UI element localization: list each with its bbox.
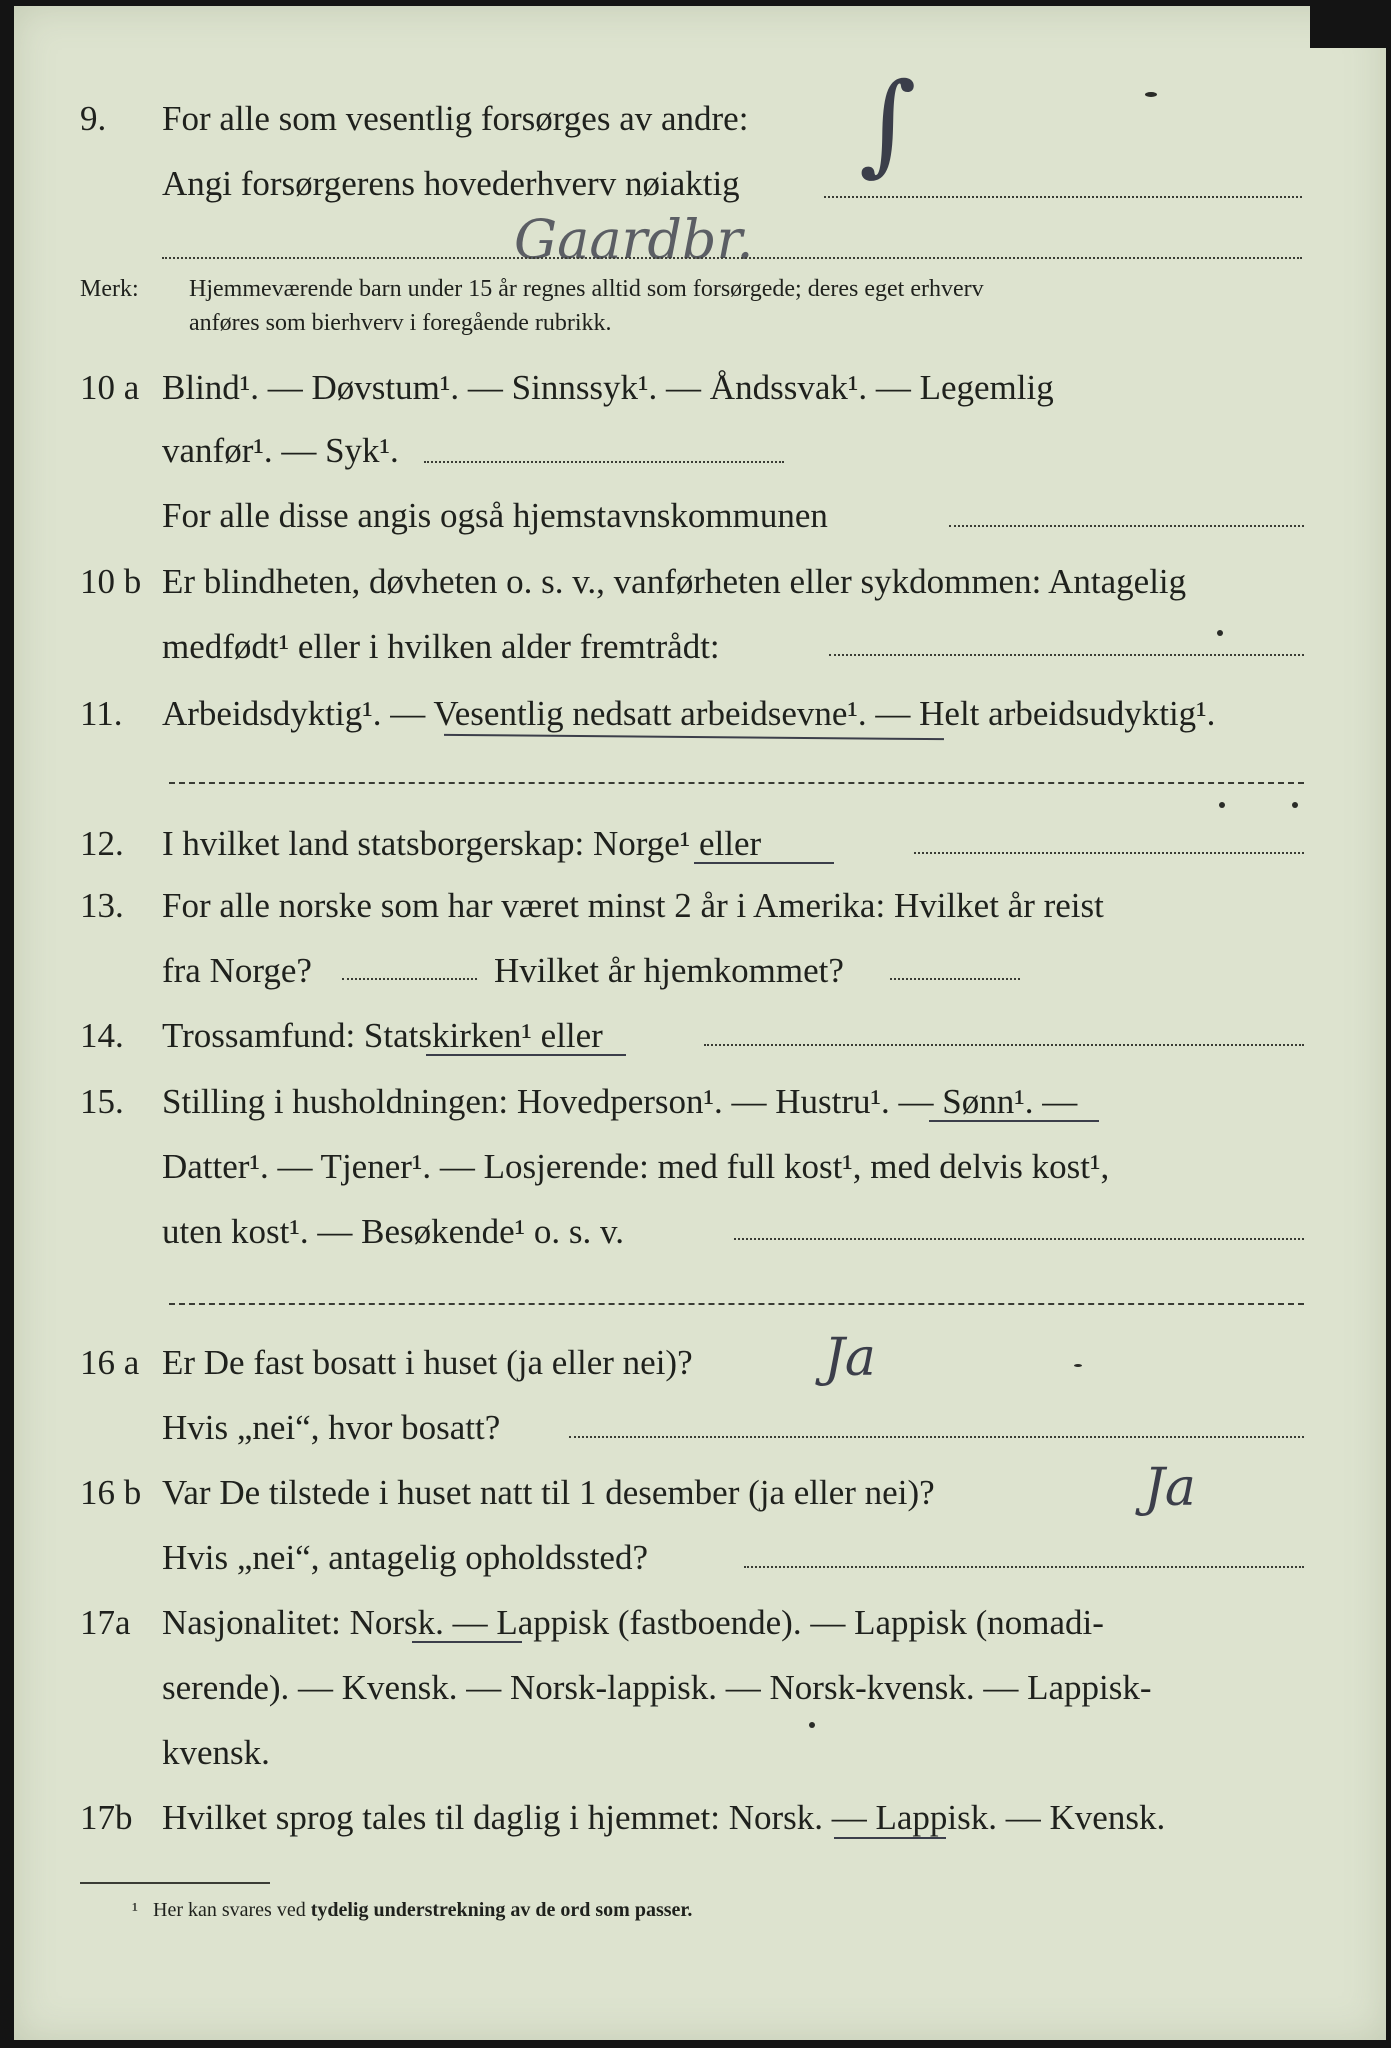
q15-fill-line[interactable] xyxy=(734,1238,1304,1240)
q10a-line-1: Blind¹. — Døvstum¹. — Sinnssyk¹. — Åndssvak¹. — Legemlig xyxy=(162,368,1054,407)
ink-speck xyxy=(809,1722,815,1728)
q13-number: 13. xyxy=(80,886,124,925)
ink-speck xyxy=(1217,630,1223,636)
q11-fill-line[interactable] xyxy=(169,782,1304,784)
merk-label: Merk: xyxy=(80,276,139,302)
q17a-line-3: kvensk. xyxy=(162,1733,270,1772)
q11-handwritten-underline xyxy=(444,734,944,740)
q14-fill-line[interactable] xyxy=(704,1044,1304,1046)
q10b-fill-line[interactable] xyxy=(829,654,1304,656)
q10b-line-1: Er blindheten, døvheten o. s. v., vanførheten eller sykdommen: Antagelig xyxy=(162,562,1187,601)
q10a-fill-line[interactable] xyxy=(424,461,784,463)
q17a-line-1: Nasjonalitet: Norsk. — Lappisk (fastboende). — Lappisk (nomadi- xyxy=(162,1603,1104,1642)
page-corner-notch xyxy=(1310,6,1391,48)
q14-number: 14. xyxy=(80,1016,124,1055)
ink-speck xyxy=(1074,1364,1082,1367)
q13-fill-line-2[interactable] xyxy=(890,978,1020,980)
q9-answer-fill-line[interactable] xyxy=(824,196,1302,198)
q13-line-2a: fra Norge? xyxy=(162,951,312,990)
q12-handwritten-underline xyxy=(694,862,834,864)
q16b-number: 16 b xyxy=(80,1473,142,1512)
q16b-fill-line[interactable] xyxy=(744,1566,1304,1568)
q11-line-1: Arbeidsdyktig¹. — Vesentlig nedsatt arbeidsevne¹. — Helt arbeidsudyktig¹. xyxy=(162,694,1216,733)
footnote-text: Her kan svares ved xyxy=(153,1899,306,1921)
q16a-handwritten-answer: Ja xyxy=(824,1328,876,1388)
q9-handwritten-mark: ∫ xyxy=(859,59,917,187)
q14-line-1: Trossamfund: Statskirken¹ eller xyxy=(162,1016,603,1055)
q10a-hjemstavn-fill-line[interactable] xyxy=(949,525,1304,527)
footnote xyxy=(132,1898,692,1922)
q11-number: 11. xyxy=(80,694,123,733)
q9-line-1: For alle som vesentlig forsørges av andre: xyxy=(162,99,749,138)
q16b-handwritten-answer: Ja xyxy=(1144,1458,1196,1518)
q16b-line-2: Hvis „nei“, antagelig opholdssted? xyxy=(162,1538,648,1577)
q16a-line-1: Er De fast bosatt i huset (ja eller nei)? xyxy=(162,1343,693,1382)
merk-line-1: Hjemmeværende barn under 15 år regnes alltid som forsørgede; deres eget erhverv xyxy=(189,276,984,302)
q9-line-2: Angi forsørgerens hovederhverv nøiaktig xyxy=(162,164,740,203)
q15-handwritten-underline xyxy=(929,1120,1099,1122)
ink-speck xyxy=(1219,802,1225,808)
q15-line-2: Datter¹. — Tjener¹. — Losjerende: med full kost¹, med delvis kost¹, xyxy=(162,1147,1110,1186)
q17a-line-2: serende). — Kvensk. — Norsk-lappisk. — Norsk-kvensk. — Lappisk- xyxy=(162,1668,1152,1707)
q13-fill-line-1[interactable] xyxy=(342,978,477,980)
q15-fill-line-2[interactable] xyxy=(169,1303,1304,1305)
q10a-line-3: For alle disse angis også hjemstavnskommunen xyxy=(162,496,828,535)
q16b-line-1: Var De tilstede i huset natt til 1 desember (ja eller nei)? xyxy=(162,1473,935,1512)
ink-speck xyxy=(1292,802,1298,808)
q12-fill-line[interactable] xyxy=(914,852,1304,854)
q15-line-3: uten kost¹. — Besøkende¹ o. s. v. xyxy=(162,1212,625,1251)
q10b-number: 10 b xyxy=(80,562,142,601)
q16a-line-2: Hvis „nei“, hvor bosatt? xyxy=(162,1408,501,1447)
q14-handwritten-underline xyxy=(426,1054,626,1056)
q12-number: 12. xyxy=(80,824,124,863)
q9-answer-fill-line-2[interactable] xyxy=(162,257,1302,259)
q10b-line-2: medfødt¹ eller i hvilken alder fremtrådt: xyxy=(162,627,720,666)
q15-line-1: Stilling i husholdningen: Hovedperson¹. — Hustru¹. — Sønn¹. — xyxy=(162,1082,1078,1121)
q17b-handwritten-underline xyxy=(834,1837,946,1839)
q13-line-1: For alle norske som har været minst 2 år i Amerika: Hvilket år reist xyxy=(162,886,1104,925)
q10a-line-2: vanfør¹. — Syk¹. xyxy=(162,431,399,470)
q9-number: 9. xyxy=(80,99,107,138)
q13-line-2b: Hvilket år hjemkommet? xyxy=(494,951,844,990)
q17b-line-1: Hvilket sprog tales til daglig i hjemmet: Norsk. — Lappisk. — Kvensk. xyxy=(162,1798,1166,1837)
q17a-number: 17a xyxy=(80,1603,131,1642)
merk-line-2: anføres som bierhverv i foregående rubrikk. xyxy=(189,310,612,336)
q17b-number: 17b xyxy=(80,1798,133,1837)
footnote-text-bold: tydelig understrekning av de ord som passer. xyxy=(310,1899,693,1921)
ink-speck xyxy=(1145,92,1157,97)
q17a-handwritten-underline xyxy=(412,1641,522,1643)
q15-number: 15. xyxy=(80,1082,124,1121)
footnote-mark: ¹ xyxy=(132,1899,138,1921)
q10a-number: 10 a xyxy=(80,368,140,407)
q16a-number: 16 a xyxy=(80,1343,140,1382)
q16a-fill-line[interactable] xyxy=(569,1436,1304,1438)
footnote-rule xyxy=(80,1882,270,1884)
q9-handwritten-answer: Gaardbr. xyxy=(514,208,754,271)
census-form-page xyxy=(14,6,1386,2040)
q12-line-1: I hvilket land statsborgerskap: Norge¹ eller xyxy=(162,824,762,863)
